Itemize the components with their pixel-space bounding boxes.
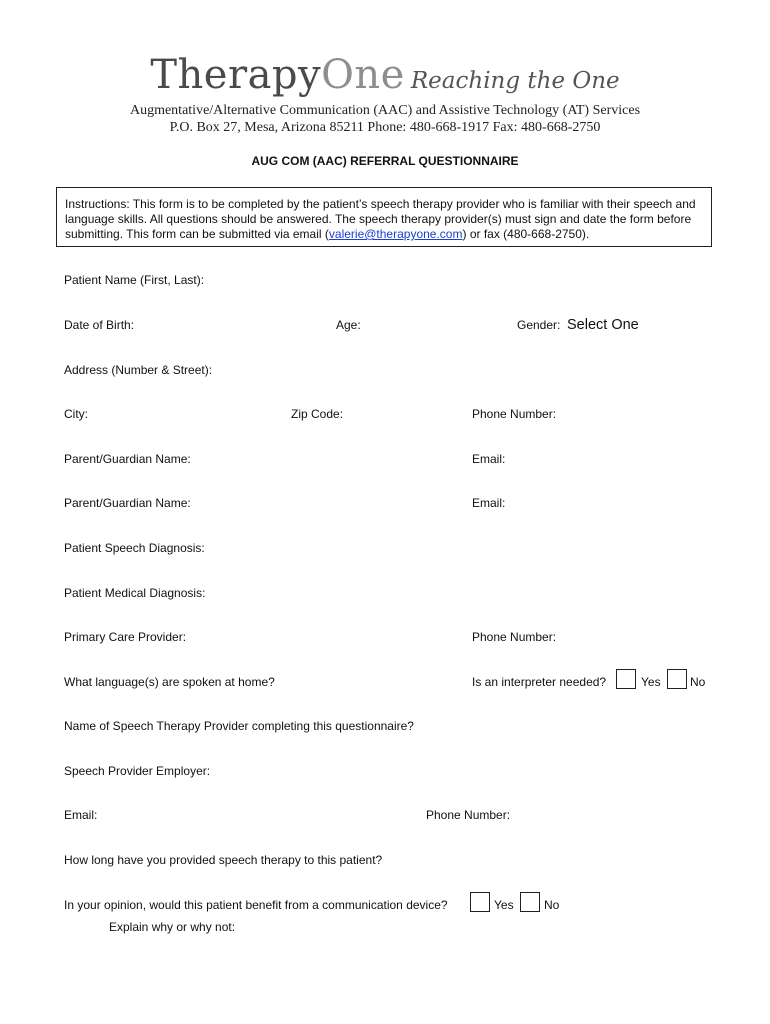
provider-name-label: Name of Speech Therapy Provider completing this questionnaire? — [64, 719, 414, 733]
interpreter-label: Is an interpreter needed? — [472, 675, 607, 689]
logo-one-text: One — [321, 52, 405, 98]
contact-line: P.O. Box 27, Mesa, Arizona 85211 Phone: 480-668-1917 Fax: 480-668-2750 — [169, 120, 601, 135]
device-benefit-label: In your opinion, would this patient benefit from a communication device? — [64, 898, 448, 912]
benefit-no-checkbox[interactable] — [520, 892, 540, 912]
pcp-phone-label: Phone Number: — [472, 630, 557, 644]
guardian-name-label-1: Parent/Guardian Name: — [64, 452, 191, 466]
dob-label: Date of Birth: — [64, 318, 135, 332]
interpreter-no-label: No — [690, 675, 706, 689]
gender-label: Gender: — [517, 318, 561, 332]
languages-label: What language(s) are spoken at home? — [64, 675, 275, 689]
benefit-yes-label: Yes — [494, 898, 514, 912]
interpreter-yes-checkbox[interactable] — [616, 669, 636, 689]
company-logo — [0, 52, 770, 98]
benefit-yes-checkbox[interactable] — [470, 892, 490, 912]
logo-therapy-text: Therapy — [150, 52, 322, 98]
email-link[interactable]: valerie@therapyone.com — [328, 227, 463, 241]
benefit-no-label: No — [544, 898, 560, 912]
employer-label: Speech Provider Employer: — [64, 764, 211, 778]
provider-phone-label: Phone Number: — [426, 808, 511, 822]
city-label: City: — [64, 407, 88, 421]
patient-name-label: Patient Name (First, Last): — [64, 273, 205, 287]
services-line: Augmentative/Alternative Communication (AAC) and Assistive Technology (AT) Services — [129, 103, 641, 118]
instructions-text: Instructions: This form is to be completed by the patient’s speech therapy provider who is familiar with their speech and language skills. All questions should be answered. The speech therapy provider(s) must sign and date the form before submitting. This form can be submitted via email ( — [65, 197, 696, 241]
guardian-email-label-1: Email: — [472, 452, 506, 466]
logo-tagline: Reaching the One — [410, 68, 620, 94]
therapy-duration-label: How long have you provided speech therapy to this patient? — [64, 853, 383, 867]
gender-select[interactable]: Select One — [567, 317, 639, 333]
provider-email-label: Email: — [64, 808, 98, 822]
form-title: AUG COM (AAC) REFERRAL QUESTIONNAIRE — [251, 154, 519, 168]
guardian-name-label-2: Parent/Guardian Name: — [64, 496, 191, 510]
explain-label: Explain why or why not: — [109, 920, 236, 934]
instructions-text-end: ) or fax (480-668-2750). — [462, 227, 590, 241]
phone-label: Phone Number: — [472, 407, 557, 421]
medical-diagnosis-label: Patient Medical Diagnosis: — [64, 586, 206, 600]
primary-care-label: Primary Care Provider: — [64, 630, 187, 644]
instructions-box — [56, 187, 712, 247]
interpreter-yes-label: Yes — [641, 675, 661, 689]
zip-label: Zip Code: — [291, 407, 344, 421]
age-label: Age: — [336, 318, 361, 332]
speech-diagnosis-label: Patient Speech Diagnosis: — [64, 541, 205, 555]
interpreter-no-checkbox[interactable] — [667, 669, 687, 689]
guardian-email-label-2: Email: — [472, 496, 506, 510]
address-label: Address (Number & Street): — [64, 363, 213, 377]
